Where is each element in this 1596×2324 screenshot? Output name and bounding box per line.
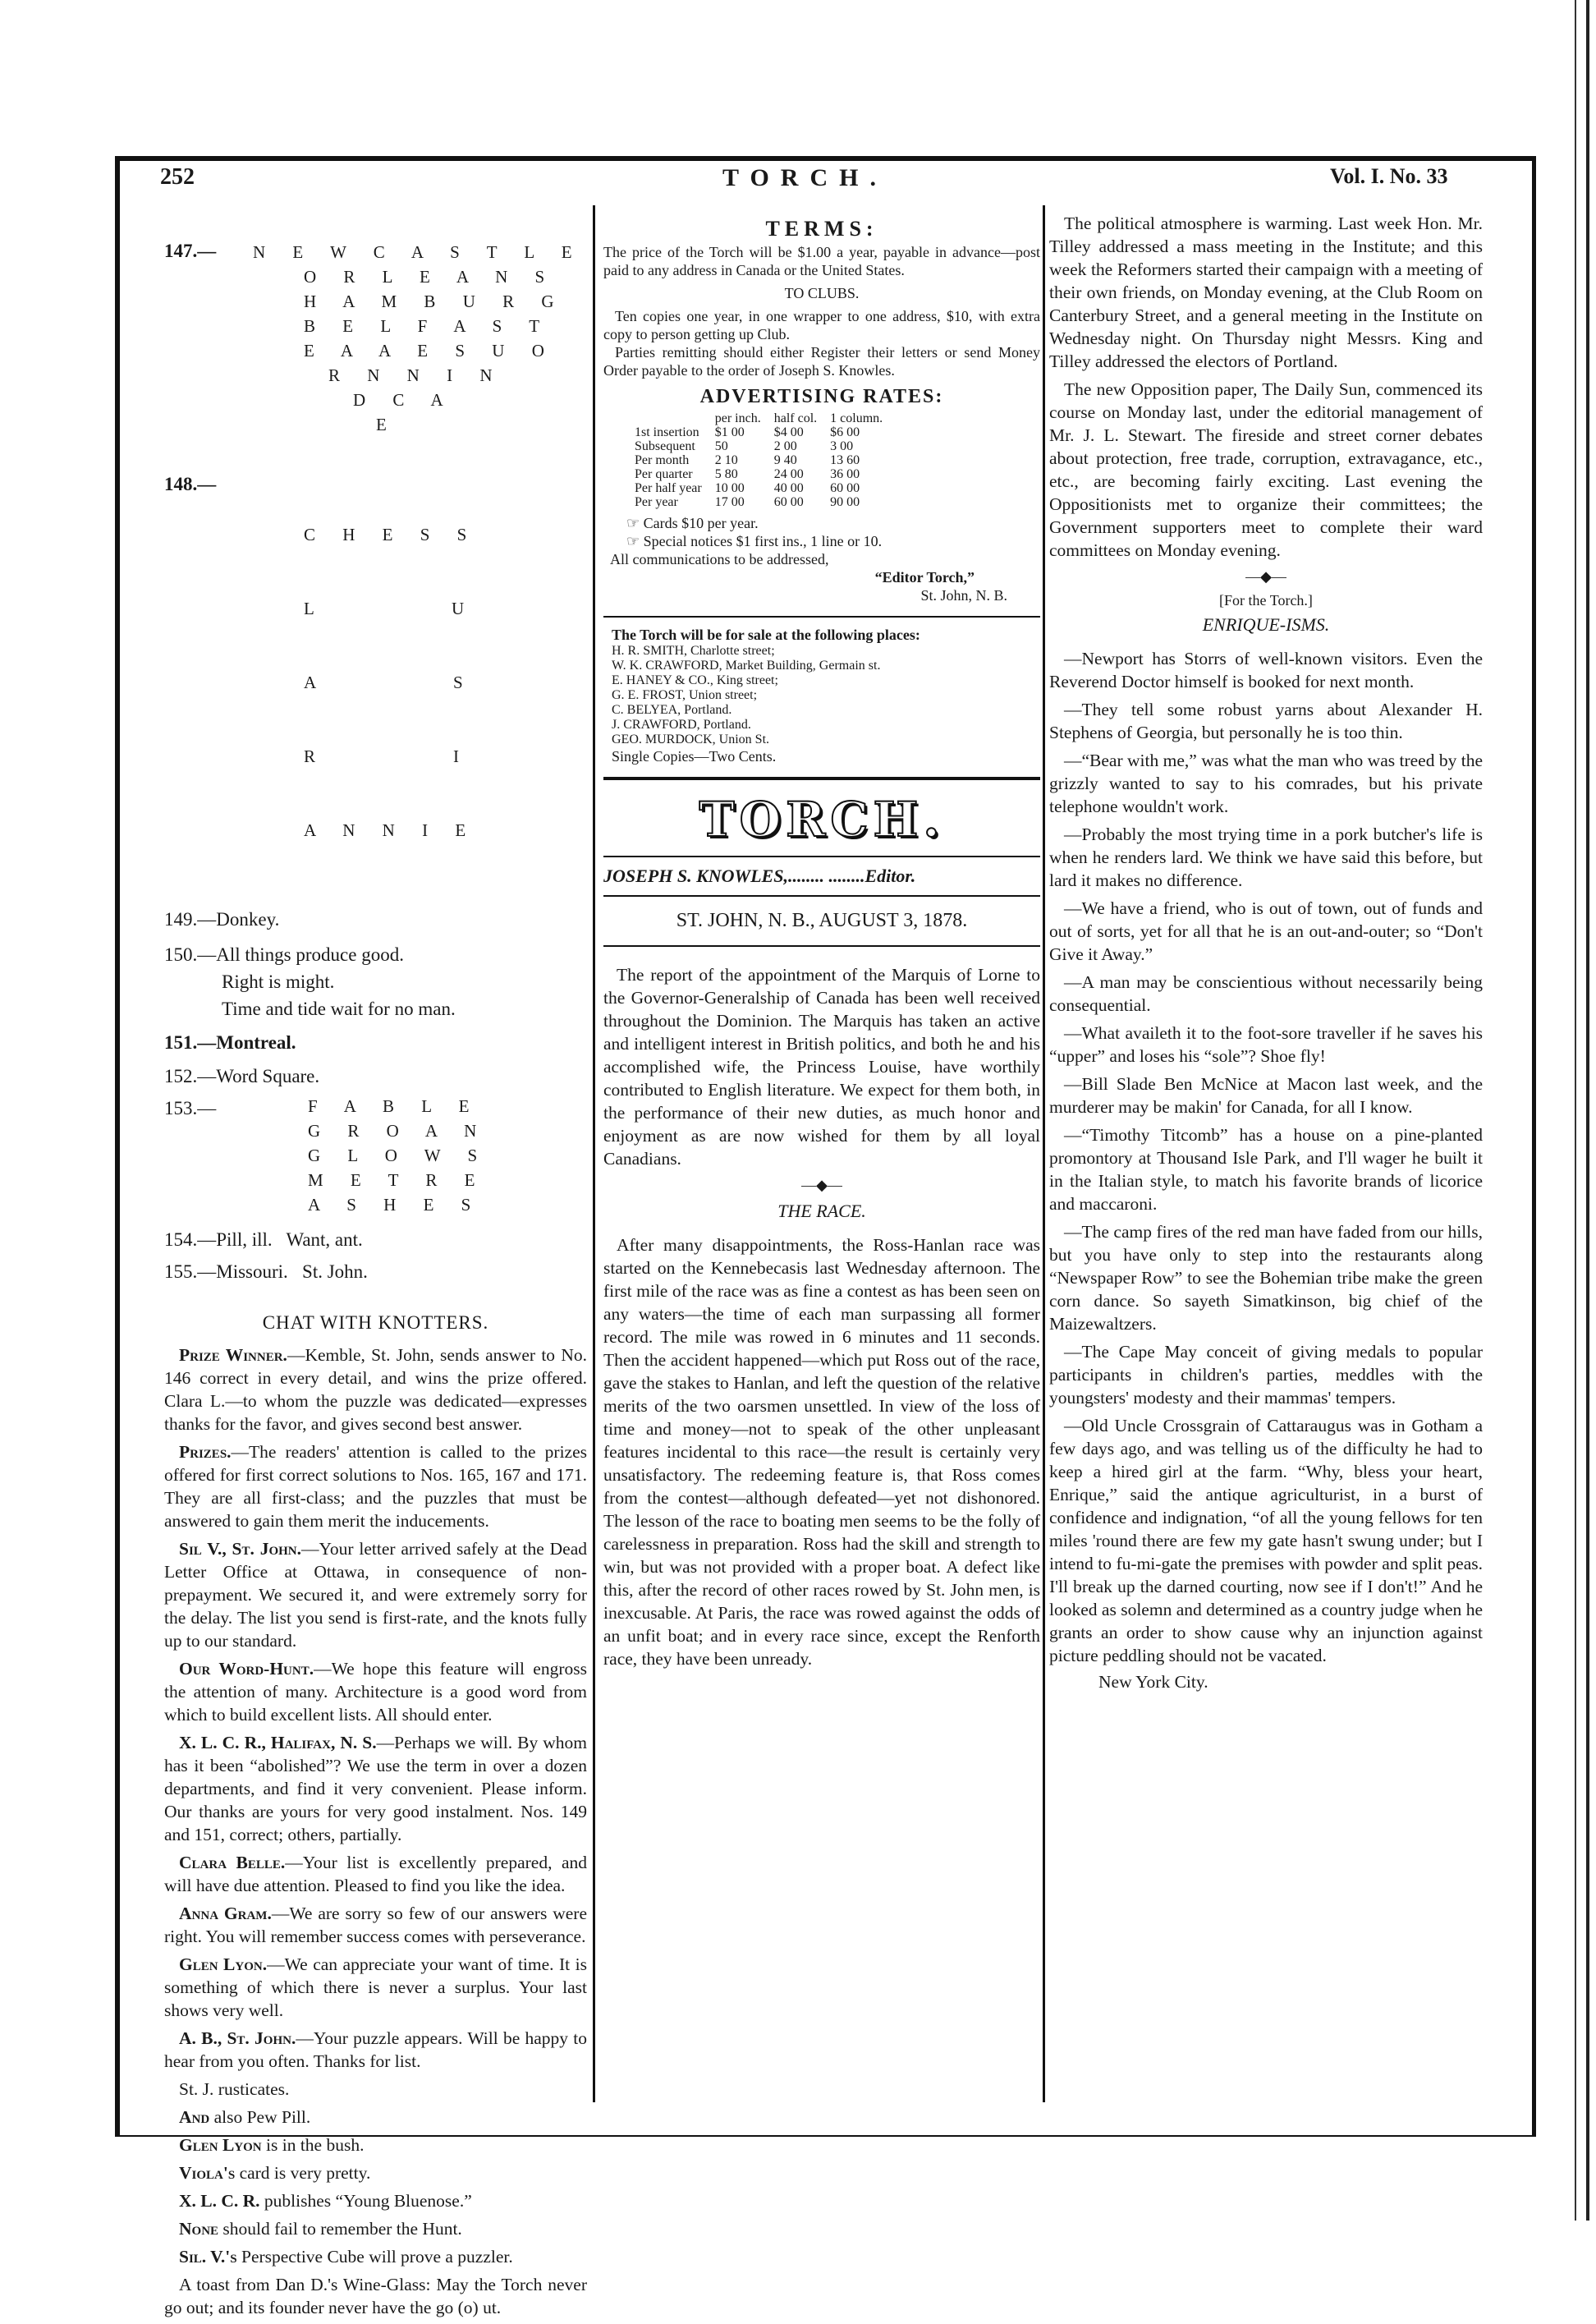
chat-item — [164, 2027, 587, 2073]
for-the-torch: [For the Torch.] — [1219, 592, 1313, 609]
chat-lead: Sil. V.'s — [179, 2247, 237, 2267]
chat-text: card is very pretty. — [235, 2163, 371, 2183]
enrique-item: —Old Uncle Crossgrain of Cattaraugus was in Gotham a few days ago, and was telling us of the difficulty he had to keep a hired girl at the farm. “Why, bless your heart, Enrique,” said the antique agriculturist, in a burst of confidence and indignation, “of all the young fellows for ten miles 'round there are few my gate hasn't swung under; but I intend to fu-mi-gate the premises with powder and split peas. I'll break up the darned courting, now see if I don't!” And he looked as solemn and determined as a country judge when he grants an order to show cause why an injunction against picture peddling should not be vacated. — [1049, 1416, 1483, 1665]
grid-row: G R O A N — [308, 1121, 488, 1141]
rates-table — [628, 411, 889, 509]
enrique-item: —What availeth it to the foot-sore traveller if he saves his “upper” and loses his “sole”? Shoe fly! — [1049, 1023, 1483, 1066]
chat-item — [164, 2106, 587, 2129]
grid-row: M E T R E — [308, 1170, 487, 1190]
enrique-item: —Bill Slade Ben McNice at Macon last week, and the murderer may be makin' for Canada, for all I know. — [1049, 1074, 1483, 1117]
chat-text: —Perhaps we will. By whom has it been “abolished”? We use the term in over a dozen departments, and find it very convenient. Please inform. Our thanks are yours for very good instalment. Nos. 149 and 151, correct; others, partially. — [164, 1733, 587, 1844]
rates-cell: Per quarter — [635, 467, 693, 481]
rates-row — [628, 481, 889, 495]
puzzle-number: 148.— — [164, 474, 217, 494]
grid-row: L U — [304, 599, 476, 618]
puzzle-grid — [253, 240, 584, 437]
rates-cell: 1st insertion — [635, 425, 699, 439]
rates-cell: 13 60 — [830, 453, 860, 467]
sale-location: J. CRAWFORD, Portland. — [612, 718, 751, 732]
chat-item — [164, 1657, 587, 1726]
chat-lead: Prizes. — [179, 1442, 232, 1462]
rates-cell: 3 00 — [830, 439, 854, 453]
grid-row: D C A — [353, 390, 455, 410]
chat-item — [164, 2078, 587, 2101]
enrique-item: —“Bear with me,” was what the man who was treed by the grizzly wanted to say to his comrades, but his private telephone wouldn't work. — [1049, 751, 1483, 816]
single-copies: Single Copies—Two Cents. — [612, 748, 777, 765]
sale-list — [603, 644, 1040, 747]
chat-lead: Clara Belle. — [179, 1853, 286, 1872]
rates-cell: Per year — [635, 495, 678, 509]
answer-150-line1: 150.—All things produce good. — [164, 944, 404, 965]
chat-item — [164, 1440, 587, 1532]
puzzle-grid — [304, 473, 478, 892]
masthead: TORCH. — [699, 792, 945, 847]
chat-lead: Prize Winner. — [179, 1345, 287, 1365]
enrique-item: —We have a friend, who is out of town, out of funds and out of sorts, yet for all that he is an out-and-outer; so “Don't Give it Away.” — [1049, 898, 1483, 964]
chat-text: —Your puzzle appears. Will be happy to hear from you often. Thanks for list. — [164, 2028, 587, 2071]
chat-text: —We can appreciate your want of time. It is something of which there is never a surplus. Your last shows very well. — [164, 1954, 587, 2020]
scan-edge-line — [1586, 0, 1589, 2221]
enrique-item: —A man may be conscientious without necessarily being consequential. — [1049, 972, 1483, 1015]
signoff: New York City. — [1098, 1672, 1208, 1692]
column-puzzles — [164, 205, 587, 2324]
grid-row: R N N I N — [328, 365, 504, 385]
page-number: 252 — [160, 164, 195, 190]
chat-text: publishes “Young Bluenose.” — [259, 2191, 472, 2211]
chat-lead: Viola's — [179, 2163, 236, 2183]
column-header: per inch. — [714, 411, 761, 425]
grid-row: F A B L E — [308, 1096, 481, 1116]
enrique-list — [1049, 647, 1483, 1667]
city-line: St. John, N. B. — [920, 587, 1007, 604]
column-rule — [1043, 205, 1045, 2102]
enrique-item: —The Cape May conceit of giving medals to popular participants in children's parties, meddles with the youngsters' modesty and their mammas' tempers. — [1049, 1342, 1483, 1408]
special-line: ☞ Special notices $1 first ins., 1 line or 10. — [626, 533, 883, 549]
chat-text: A toast from Dan D.'s Wine-Glass: May the Torch never go out; and its founder never have the go (o) ut. — [164, 2275, 587, 2317]
clubs-title: TO CLUBS. — [784, 285, 860, 301]
chat-lead: Anna Gram. — [179, 1904, 272, 1923]
rates-cell: 60 00 — [830, 481, 860, 495]
dateline: ST. JOHN, N. B., AUGUST 3, 1878. — [676, 910, 968, 931]
divider — [603, 945, 1040, 947]
daily-sun-article: The new Opposition paper, The Daily Sun, commenced its course on Monday last, under the editorial management of Mr. J. L. Stewart. The fireside and street corner debates about protection, free trade, corruption, extravagance, etc., etc., are becoming fairly exciting. Last evening the Oppositionists met to organize their committees; the Government supporters meet to complete their ward committees on Monday evening. — [1049, 379, 1483, 560]
chat-text: —Your list is excellently prepared, and will have due attention. Pleased to find you like the idea. — [164, 1853, 588, 1895]
chat-item — [164, 2161, 587, 2184]
puzzle-number: 147.— — [164, 241, 217, 261]
enrique-item: —The camp fires of the red man have faded from our hills, but you have only to step into the restaurants along “Newspaper Row” to see the Bohemian tribe make the green corn dance. So sayeth Simatkinson, big chief of the Maizewaltzers. — [1049, 1222, 1483, 1334]
rates-row — [628, 495, 889, 509]
enrique-item: —Newport has Storrs of well-known visitors. Even the Reverend Doctor himself is booked for next month. — [1049, 649, 1483, 691]
puzzle-147 — [164, 240, 587, 437]
running-title: TORCH. — [722, 164, 887, 191]
race-article: After many disappointments, the Ross-Hanlan race was started on the Kennebecasis last Wednesday afternoon. The first mile of the race was as fine a contest as has been seen on any waters—the time of each man surpassing all former record. The mile was rowed in 6 minutes and 11 seconds. Then the accident happened—which put Ross out of the race, gave the stakes to Hanlan, and left the question of the relative merits of the two oarsmen unsettled. In view of the loss of time and money—not to speak of the other unpleasant features incidental to this race—the result is certainly very unsatisfactory. The redeeming feature is, that Ross comes from the contest—although defeated—yet not dishonored. The lesson of the race to boating men seems to be the folly of carelessness in preparation. Ross had the skill and strength to win, but was not provided with a proper boat. A defect like this, after the record of other races rowed by St. John men, is inexcusable. At Paris, the race was rowed against the odds of an unfit boat; and in every race since, except the Renforth race, they have been unready. — [603, 1235, 1040, 1669]
scan-edge-line — [1575, 0, 1576, 2221]
terms-text: The price of the Torch will be $1.00 a year, payable in advance—post paid to any address in Canada or the United States. — [603, 244, 1040, 278]
grid-row: A N N I E — [304, 820, 478, 840]
rates-cell: 10 00 — [714, 481, 745, 495]
grid-row: O R L E A N S — [304, 267, 557, 287]
divider — [603, 856, 1040, 857]
chat-item — [164, 2189, 587, 2212]
rates-cell: Subsequent — [635, 439, 695, 453]
puzzle-148 — [164, 473, 587, 892]
answer-152: 152.—Word Square. — [164, 1066, 320, 1086]
chat-text: Perspective Cube will prove a puzzler. — [236, 2247, 513, 2267]
editor-address: “Editor Torch,” — [874, 569, 975, 586]
chat-lead: Glen Lyon — [179, 2135, 262, 2155]
enrique-title: ENRIQUE-ISMS. — [1202, 614, 1330, 635]
chat-lead: Our Word-Hunt. — [179, 1659, 314, 1679]
rates-row — [628, 425, 889, 439]
answer-150-line2: Right is might. — [222, 971, 335, 992]
chat-text: St. J. rusticates. — [179, 2079, 290, 2099]
chat-item — [164, 2217, 587, 2240]
grid-row: B E L F A S T — [304, 316, 552, 336]
chat-lead: None — [179, 2219, 219, 2239]
grid-row: A S — [304, 673, 475, 692]
chat-lead: And — [179, 2107, 210, 2127]
chat-text: also Pew Pill. — [209, 2107, 311, 2127]
chat-text: —The readers' attention is called to the prizes offered for first correct solutions to Nos. 165, 167 and 171. They are all first-class; and the puzzles that must be answered to gain them merit the inducements. — [164, 1442, 587, 1531]
volume-number: Vol. I. No. 33 — [1330, 164, 1448, 188]
column-editorial — [603, 205, 1040, 1675]
grid-row: E A A E S U O — [304, 341, 556, 361]
rates-cell: $4 00 — [773, 425, 804, 439]
grid-row: A S H E S — [308, 1195, 483, 1215]
pointing-hand-icon: ☞ — [626, 533, 644, 549]
chat-text: —Kemble, St. John, sends answer to No. 146 correct in every detail, and wins the prize offered. Clara L.—to whom the puzzle was dedicated—expresses thanks for the favor, and gives second best answer. — [164, 1345, 587, 1434]
grid-row: R I — [304, 746, 470, 766]
divider — [603, 616, 1040, 618]
rates-cell: 40 00 — [773, 481, 804, 495]
chat-item — [164, 1851, 587, 1897]
chat-item — [164, 1731, 587, 1846]
rates-cell: 2 10 — [714, 453, 738, 467]
answer-154: 154.—Pill, ill. Want, ant. — [164, 1229, 363, 1250]
chat-item — [164, 1537, 587, 1652]
rates-cell: $6 00 — [830, 425, 860, 439]
rates-cell: 24 00 — [773, 467, 804, 481]
rates-cell: Per half year — [635, 481, 702, 495]
rates-cell: 50 — [714, 439, 728, 453]
divider — [603, 895, 1040, 897]
chat-lead: A. B., St. John. — [179, 2028, 296, 2048]
rates-row — [628, 439, 889, 453]
editor-line: JOSEPH S. KNOWLES,........ ........Editor. — [603, 866, 916, 886]
sale-location: H. R. SMITH, Charlotte street; — [612, 644, 775, 658]
chat-item — [164, 2273, 587, 2319]
rates-row — [628, 453, 889, 467]
section-title: CHAT WITH KNOTTERS. — [262, 1312, 489, 1333]
rates-cell: 2 00 — [773, 439, 797, 453]
ornament-divider: —◆— — [1245, 568, 1286, 585]
enrique-item: —Probably the most trying time in a pork butcher's life is when he renders lard. We think we have said this before, but lard it makes no difference. — [1049, 824, 1483, 890]
chat-list — [164, 1343, 587, 2319]
chat-lead: Sil V., St. John. — [179, 1539, 302, 1559]
column-rule — [593, 205, 595, 2102]
grid-row: N E W C A S T L E — [253, 242, 584, 262]
enrique-item: —“Timothy Titcomb” has a house on a pine-planted promontory at Thousand Isle Park, and I'll wager he built it in the Italian style, to match his favorite brands of licorice and maccaroni. — [1049, 1125, 1483, 1214]
terms-title: TERMS: — [765, 217, 878, 241]
clubs-text: Ten copies one year, in one wrapper to one address, $10, with extra copy to person getting up Club. — [603, 308, 1040, 342]
puzzle-grid — [308, 1094, 488, 1217]
rates-cell: 17 00 — [714, 495, 745, 509]
chat-lead: Glen Lyon. — [179, 1954, 268, 1974]
political-article: The political atmosphere is warming. Last week Hon. Mr. Tilley addressed a mass meeting in the Institute; and this week the Reformers started their campaign with a meeting of their own friends, on Monday evening, at the Club Room on Canterbury Street, and a general meeting in the Institute on Wednesday night. On Thursday night Messrs. King and Tilley addressed the electors of Portland. — [1049, 214, 1483, 371]
chat-lead: X. L. C. R. — [179, 2191, 260, 2211]
chat-lead: X. L. C. R., Halifax, N. S. — [179, 1733, 377, 1752]
sale-location: C. BELYEA, Portland. — [612, 703, 732, 717]
enrique-item: —They tell some robust yarns about Alexander H. Stephens of Georgia, but personally he is too thin. — [1049, 700, 1483, 742]
chat-item — [164, 1343, 587, 1435]
divider — [603, 777, 1040, 780]
chat-text: —We are sorry so few of our answers were right. You will remember success comes with perseverance. — [164, 1904, 587, 1946]
rates-header — [628, 411, 889, 425]
chat-text: should fail to remember the Hunt. — [218, 2219, 462, 2239]
advertising-title: ADVERTISING RATES: — [699, 386, 944, 407]
answer-155: 155.—Missouri. St. John. — [164, 1261, 368, 1282]
grid-row: E — [376, 415, 398, 434]
cards-line: ☞ Cards $10 per year. — [626, 515, 759, 531]
communications-line: All communications to be addressed, — [610, 551, 829, 567]
chat-item — [164, 1953, 587, 2022]
column-header: half col. — [773, 411, 818, 425]
rates-cell: 60 00 — [773, 495, 804, 509]
race-title: THE RACE. — [777, 1201, 866, 1221]
grid-row: C H E S S — [304, 525, 479, 544]
column-header: 1 column. — [830, 411, 883, 425]
sale-title: The Torch will be for sale at the following places: — [612, 627, 920, 643]
chat-text: —Your letter arrived safely at the Dead Letter Office at Ottawa, in consequence of non-prepayment. We secured it, and were extremely sorry for the delay. The list you send is first-rate, and the knots fully up to our standard. — [164, 1539, 588, 1651]
column-news — [1049, 205, 1483, 1692]
chat-item — [164, 1902, 587, 1948]
rates-cell: 5 80 — [714, 467, 738, 481]
sale-location: G. E. FROST, Union street; — [612, 688, 758, 702]
rates-cell: 9 40 — [773, 453, 797, 467]
puzzle-153 — [164, 1094, 587, 1217]
chat-item — [164, 2245, 587, 2268]
puzzle-number: 153.— — [164, 1098, 217, 1118]
rates-cell: 90 00 — [830, 495, 860, 509]
answer-150-line3: Time and tide wait for no man. — [222, 999, 456, 1019]
grid-row: H A M B U R G — [304, 292, 566, 311]
chat-text: is in the bush. — [261, 2135, 365, 2155]
sale-location: E. HANEY & CO., King street; — [612, 673, 778, 687]
pointing-hand-icon: ☞ — [626, 515, 644, 531]
remit-text: Parties remitting should either Register their letters or send Money Order payable to the order of Joseph S. Knowles. — [603, 344, 1040, 379]
rates-cell: $1 00 — [714, 425, 745, 439]
grid-row: G L O W S — [308, 1146, 489, 1165]
lorne-article: The report of the appointment of the Marquis of Lorne to the Governor-Generalship of Canada has been well received throughout the Dominion. The Marquis has taken an active and intelligent interest in British politics, and both he and his accomplished wife, the Princess Louise, have worthily contributed to English literature. We expect for them both, in the performance of their new duties, as much honor and enjoyment as are now wished for them by all loyal Canadians. — [603, 965, 1040, 1169]
sale-location: GEO. MURDOCK, Union St. — [612, 733, 770, 746]
chat-item — [164, 2133, 587, 2156]
rates-cell: Per month — [635, 453, 690, 467]
answer-149: 149.—Donkey. — [164, 909, 280, 930]
sale-location: W. K. CRAWFORD, Market Building, Germain st. — [612, 659, 881, 673]
answer-151: 151.—Montreal. — [164, 1032, 296, 1053]
rates-cell: 36 00 — [830, 467, 860, 481]
ornament-divider: —◆— — [801, 1177, 842, 1193]
rates-row — [628, 467, 889, 481]
chat-text: —We hope this feature will engross the attention of many. Architecture is a good word from which to build excellent lists. All should enter. — [164, 1659, 587, 1725]
